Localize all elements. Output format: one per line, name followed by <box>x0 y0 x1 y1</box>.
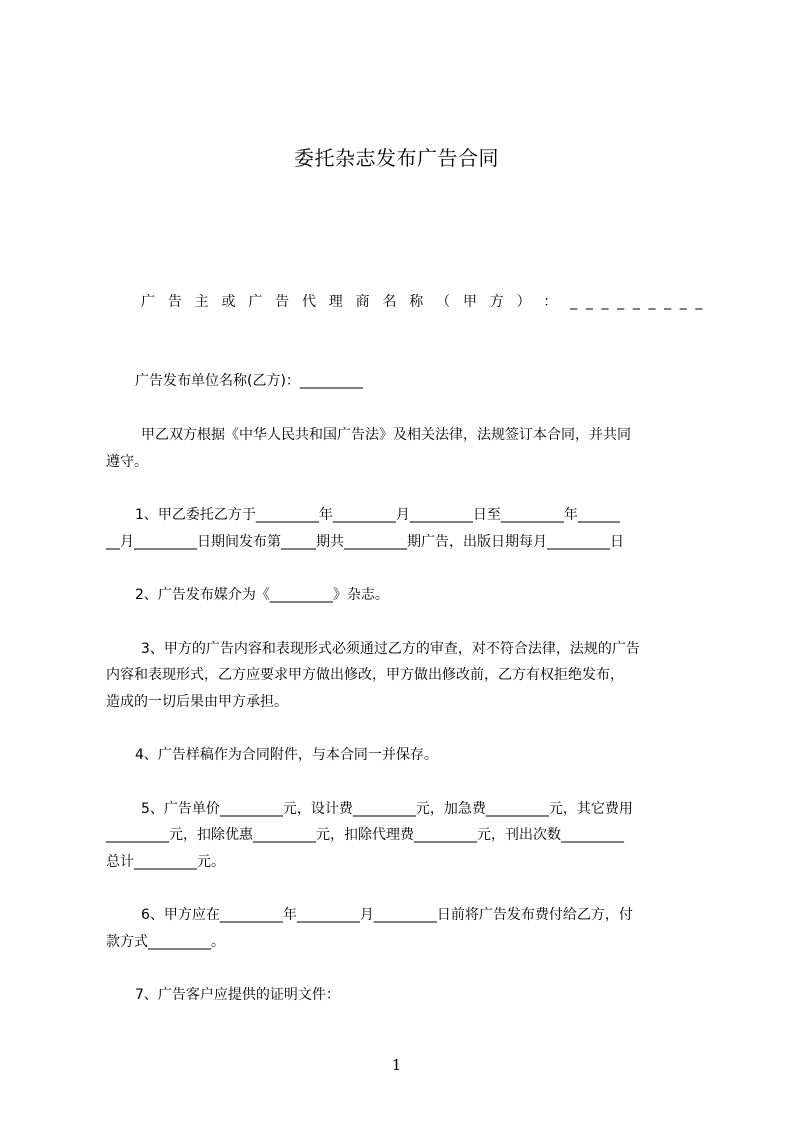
clause-1-line-1: 1、甲乙委托乙方于_________年_________月_________日至_________年______ <box>135 507 620 523</box>
party-a-char: _ <box>585 294 593 310</box>
party-a-char: _ <box>632 294 640 310</box>
party-a-char: 广 <box>248 294 267 310</box>
party-a-char: _ <box>695 294 703 310</box>
party-a-char: _ <box>601 294 609 310</box>
intro-line-2: 遵守。 <box>106 454 148 470</box>
clause-2: 2、广告发布媒介为《_________》杂志。 <box>135 587 389 603</box>
party-a-char: 广 <box>141 294 160 310</box>
party-a-char: ） <box>516 294 535 310</box>
party-a-char: 主 <box>194 294 213 310</box>
clause-5-line-3: 总计_________元。 <box>106 854 225 870</box>
party-a-char: ： <box>543 294 562 310</box>
intro-line-1: 甲乙双方根据《中华人民共和国广告法》及相关法律，法规签订本合同，并共同 <box>141 427 631 443</box>
party-a-char: 商 <box>355 294 374 310</box>
party-a-char: 名 <box>382 294 401 310</box>
party-a-char: _ <box>664 294 672 310</box>
party-a-char: _ <box>648 294 656 310</box>
document-title: 委托杂志发布广告合同 <box>294 146 499 170</box>
party-a-char: 或 <box>221 294 240 310</box>
party-a-char: 甲 <box>462 294 482 310</box>
party-b-line: 广告发布单位名称(乙方)：_________ <box>135 373 363 389</box>
party-a-char: 理 <box>328 294 347 310</box>
clause-4: 4、广告样稿作为合同附件，与本合同一并保存。 <box>135 747 438 763</box>
party-a-char: 称 <box>409 294 428 310</box>
clause-7: 7、广告客户应提供的证明文件： <box>135 987 340 1003</box>
clause-5-line-2: _________元，扣除优惠_________元，扣除代理费_________元，刊出次数_________ <box>106 827 624 843</box>
party-a-char: 代 <box>301 294 321 310</box>
party-a-line <box>141 292 702 312</box>
clause-3-line-1: 3、甲方的广告内容和表现形式必须通过乙方的审查，对不符合法律，法规的广告 <box>141 641 640 657</box>
clause-6-line-2: 款方式_________。 <box>106 934 225 950</box>
party-a-char: _ <box>617 294 625 310</box>
clause-1-line-2: __月_________日期间发布第_____期共_________期广告，出版日期每月_________日 <box>106 534 624 550</box>
clause-3-line-3: 造成的一切后果由甲方承担。 <box>106 694 288 710</box>
party-a-char: 告 <box>275 294 294 310</box>
party-a-char: （ <box>436 294 455 310</box>
party-a-char: _ <box>570 294 578 310</box>
page-number: 1 <box>391 1056 402 1074</box>
clause-6-line-1: 6、甲方应在_________年_________月_________日前将广告发布费付给乙方，付 <box>141 907 633 923</box>
party-a-char: 告 <box>167 294 187 310</box>
clause-5-line-1: 5、广告单价_________元，设计费_________元，加急费_________元，其它费用 <box>141 801 633 817</box>
party-a-char: 方 <box>489 294 508 310</box>
clause-3-line-2: 内容和表现形式，乙方应要求甲方做出修改，甲方做出修改前，乙方有权拒绝发布， <box>106 667 624 683</box>
party-a-char: _ <box>679 294 687 310</box>
